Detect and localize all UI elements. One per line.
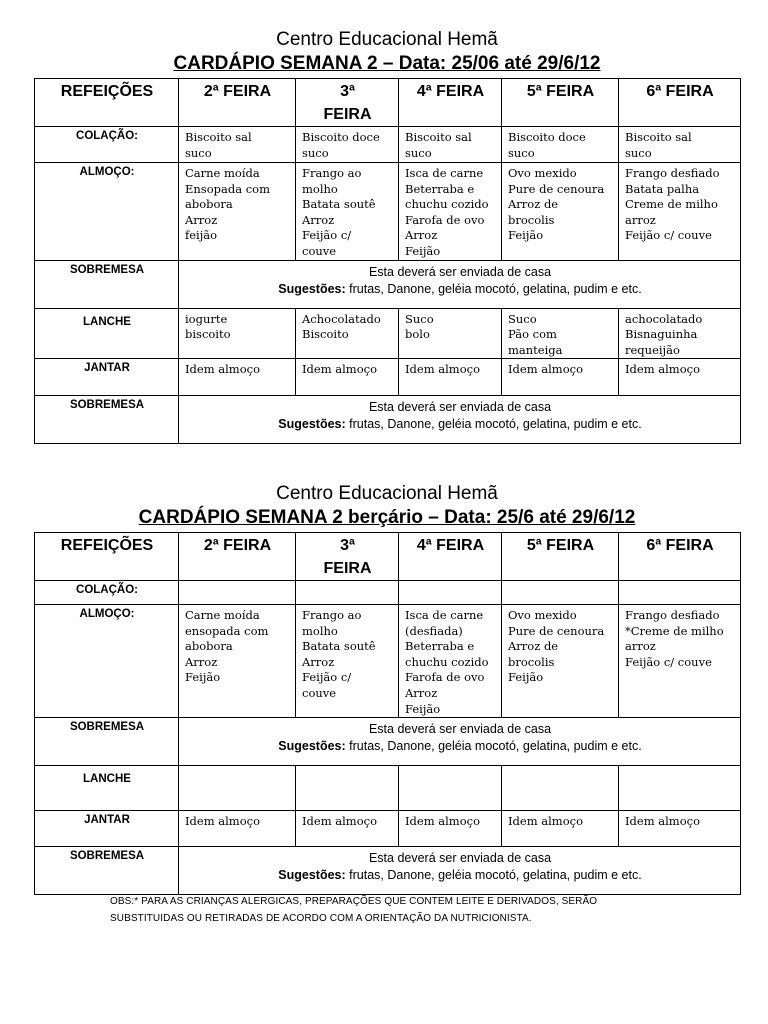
cell-quarta: Suco bolo: [399, 308, 502, 359]
sugestoes-label: Sugestões:: [278, 417, 346, 432]
cell-segunda: Idem almoço: [179, 811, 296, 847]
cell-terca: Idem almoço: [296, 811, 399, 847]
sugestoes-label: Sugestões:: [278, 281, 346, 296]
menu-title: CARDÁPIO SEMANA 2 berçário – Data: 25/6 até 29/6/12: [138, 507, 636, 528]
header-quarta: 4ª FEIRA: [399, 79, 502, 127]
menu-week2: [34, 28, 740, 444]
cell-quarta: [399, 581, 502, 605]
cell-sexta: [619, 581, 741, 605]
row-almoco: [35, 605, 741, 718]
cell-sexta: achocolatado Bisnaguinha requeijão: [619, 308, 741, 359]
menu-table: [34, 78, 741, 444]
header-row: [35, 79, 741, 127]
header-terca: 3ª FEIRA: [296, 533, 399, 581]
cell-segunda: Carne moída ensopada com abobora Arroz Feijão: [179, 605, 296, 718]
row-sobremesa: [35, 260, 741, 308]
row-label: ALMOÇO:: [35, 163, 179, 261]
cell-quarta: Biscoito sal suco: [399, 127, 502, 163]
sobremesa-line: Esta deverá ser enviada de casa: [368, 722, 552, 737]
cell-terca: Biscoito doce suco: [296, 127, 399, 163]
cell-segunda: Carne moída Ensopada com abobora Arroz feijão: [179, 163, 296, 261]
row-jantar: [35, 359, 741, 396]
cell-sexta: [619, 766, 741, 811]
allergy-note-line2: SUBSTITUIDAS OU RETIRADAS DE ACORDO COM A ORIENTAÇÃO DA NUTRICIONISTA.: [110, 913, 532, 924]
row-label: SOBREMESA: [35, 847, 179, 895]
sobremesa-line: Esta deverá ser enviada de casa: [368, 400, 552, 415]
cell-quarta: Isca de carne (desfiada) Beterraba e chuchu cozido Farofa de ovo Arroz Feijão: [399, 605, 502, 718]
row-colacao: [35, 581, 741, 605]
cell-quarta: [399, 766, 502, 811]
row-label: ALMOÇO:: [35, 605, 179, 718]
cell-quinta: Ovo mexido Pure de cenoura Arroz de brocolis Feijão: [502, 163, 619, 261]
sugestoes-text: frutas, Danone, geléia mocotó, gelatina, pudim e etc.: [345, 417, 642, 432]
sobremesa-note: [179, 718, 741, 766]
row-label: COLAÇÃO:: [35, 127, 179, 163]
header-quinta: 5ª FEIRA: [502, 79, 619, 127]
cell-sexta: Frango desfiado *Creme de milho arroz Feijão c/ couve: [619, 605, 741, 718]
cell-sexta: Frango desfiado Batata palha Creme de milho arroz Feijão c/ couve: [619, 163, 741, 261]
menu-table: [34, 532, 741, 895]
cell-quarta: Isca de carne Beterraba e chuchu cozido Farofa de ovo Arroz Feijão: [399, 163, 502, 261]
header-row: [35, 533, 741, 581]
row-lanche: [35, 766, 741, 811]
allergy-note-line1: OBS:* PARA AS CRIANÇAS ALERGICAS, PREPARAÇÕES QUE CONTEM LEITE E DERIVADOS, SERÃO: [110, 896, 598, 907]
cell-segunda: Biscoito sal suco: [179, 127, 296, 163]
cell-terca: Frango ao molho Batata soutê Arroz Feijão c/ couve: [296, 163, 399, 261]
row-sobremesa: [35, 847, 741, 895]
sobremesa-note: [179, 847, 741, 895]
row-label: COLAÇÃO:: [35, 581, 179, 605]
sugestoes-label: Sugestões:: [278, 739, 346, 754]
row-label: JANTAR: [35, 359, 179, 396]
header-segunda: 2ª FEIRA: [179, 79, 296, 127]
allergy-note: [110, 893, 670, 927]
header-quinta: 5ª FEIRA: [502, 533, 619, 581]
cell-segunda: iogurte biscoito: [179, 308, 296, 359]
row-label: LANCHE: [35, 766, 179, 811]
cell-quinta: [502, 766, 619, 811]
sugestoes-text: frutas, Danone, geléia mocotó, gelatina, pudim e etc.: [345, 868, 642, 883]
row-jantar: [35, 811, 741, 847]
cell-terca: [296, 581, 399, 605]
cell-terca: Achocolatado Biscoito: [296, 308, 399, 359]
sugestoes-line: [185, 867, 735, 884]
cell-quinta: Idem almoço: [502, 811, 619, 847]
cell-segunda: [179, 581, 296, 605]
sugestoes-line: [185, 738, 735, 755]
menu-title: CARDÁPIO SEMANA 2 – Data: 25/06 até 29/6/12: [173, 53, 601, 74]
cell-quinta: Suco Pão com manteiga: [502, 308, 619, 359]
cell-quinta: Ovo mexido Pure de cenoura Arroz de brocolis Feijão: [502, 605, 619, 718]
cell-terca: [296, 766, 399, 811]
row-label: SOBREMESA: [35, 718, 179, 766]
cell-sexta: Idem almoço: [619, 359, 741, 396]
cell-terca: Idem almoço: [296, 359, 399, 396]
cell-segunda: Idem almoço: [179, 359, 296, 396]
sugestoes-text: frutas, Danone, geléia mocotó, gelatina, pudim e etc.: [345, 739, 642, 754]
row-lanche: [35, 308, 741, 359]
school-name: Centro Educacional Hemã: [276, 483, 498, 504]
cell-sexta: Biscoito sal suco: [619, 127, 741, 163]
sugestoes-text: frutas, Danone, geléia mocotó, gelatina, pudim e etc.: [345, 281, 642, 296]
header-sexta: 6ª FEIRA: [619, 533, 741, 581]
header-refeicoes: REFEIÇÕES: [35, 533, 179, 581]
row-label: JANTAR: [35, 811, 179, 847]
cell-quinta: Idem almoço: [502, 359, 619, 396]
sugestoes-label: Sugestões:: [278, 868, 346, 883]
row-label: SOBREMESA: [35, 396, 179, 444]
row-sobremesa: [35, 718, 741, 766]
row-colacao: [35, 127, 741, 163]
header-refeicoes: REFEIÇÕES: [35, 79, 179, 127]
cell-sexta: Idem almoço: [619, 811, 741, 847]
header-segunda: 2ª FEIRA: [179, 533, 296, 581]
row-label: LANCHE: [35, 308, 179, 359]
cell-quinta: [502, 581, 619, 605]
sobremesa-note: [179, 260, 741, 308]
sobremesa-line: Esta deverá ser enviada de casa: [368, 851, 552, 866]
school-name: Centro Educacional Hemã: [276, 29, 498, 50]
row-label: SOBREMESA: [35, 260, 179, 308]
sugestoes-line: [185, 416, 735, 433]
sobremesa-line: Esta deverá ser enviada de casa: [368, 264, 552, 279]
header-sexta: 6ª FEIRA: [619, 79, 741, 127]
menu-week2-bercario: [34, 482, 740, 895]
header-terca: 3ª FEIRA: [296, 79, 399, 127]
sugestoes-line: [185, 281, 735, 298]
cell-terca: Frango ao molho Batata soutê Arroz Feijão c/ couve: [296, 605, 399, 718]
row-sobremesa: [35, 396, 741, 444]
row-almoco: [35, 163, 741, 261]
cell-quarta: Idem almoço: [399, 359, 502, 396]
cell-quarta: Idem almoço: [399, 811, 502, 847]
cell-segunda: [179, 766, 296, 811]
cell-quinta: Biscoito doce suco: [502, 127, 619, 163]
header-quarta: 4ª FEIRA: [399, 533, 502, 581]
sobremesa-note: [179, 396, 741, 444]
